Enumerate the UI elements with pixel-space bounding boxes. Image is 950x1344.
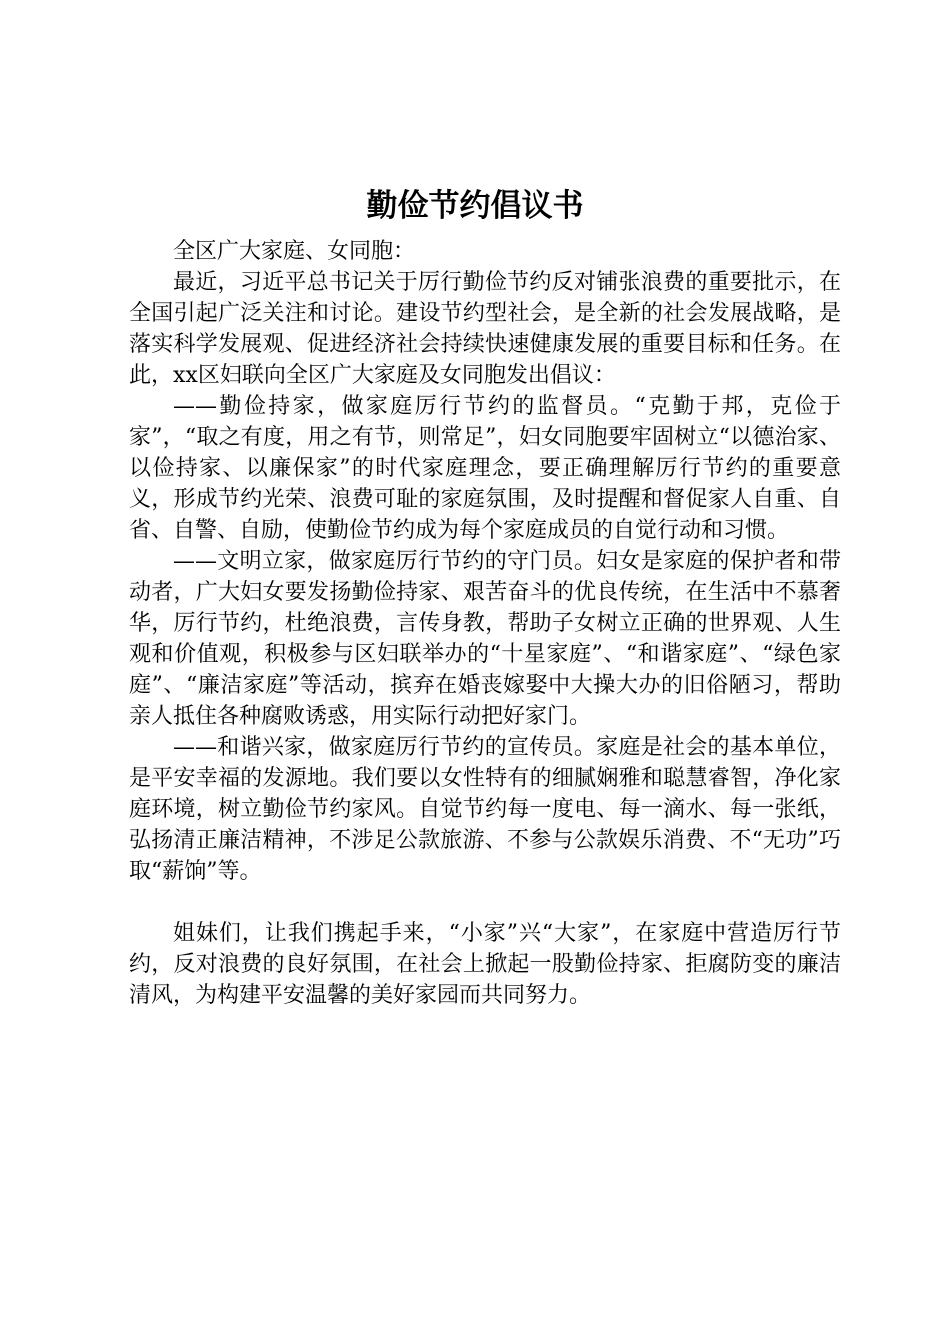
paragraph-civilized-home: ——文明立家，做家庭厉行节约的守门员。妇女是家庭的保护者和带动者，广大妇女要发扬勤俭持家、艰苦奋斗的优良传统，在生活中不慕奢华，厉行节约，杜绝浪费，言传身教，帮助子女树立正确的世界观、人生观和价值观，积极参与区妇联举办的“十星家庭”、“和谐家庭”、“绿色家庭”、“廉洁家庭”等活动，摈弃在婚丧嫁娶中大操大办的旧俗陋习，帮助亲人抵住各种腐败诱惑，用实际行动把好家门。 bbox=[129, 549, 841, 729]
paragraph-intro: 最近，习近平总书记关于厉行勤俭节约反对铺张浪费的重要批示，在全国引起广泛关注和讨论。建设节约型社会，是全新的社会发展战略，是落实科学发展观、促进经济社会持续快速健康发展的重要目标和任务。在此，xx区妇联向全区广大家庭及女同胞发出倡议： bbox=[129, 270, 841, 388]
paragraph-closing: 姐妹们，让我们携起手来，“小家”兴“大家”，在家庭中营造厉行节约，反对浪费的良好氛围，在社会上掀起一股勤俭持家、拒腐防变的廉洁清风，为构建平安温馨的美好家园而共同努力。 bbox=[129, 921, 841, 1008]
document-body bbox=[129, 236, 841, 1011]
paragraph-harmonious-home: ——和谐兴家，做家庭厉行节约的宣传员。家庭是社会的基本单位，是平安幸福的发源地。我们要以女性特有的细腻娴雅和聪慧睿智，净化家庭环境，树立勤俭节约家风。自觉节约每一度电、每一滴水、每一张纸，弘扬清正廉洁精神，不涉足公款旅游、不参与公款娱乐消费、不“无功”巧取“薪饷”等。 bbox=[129, 735, 841, 884]
salutation: 全区广大家庭、女同胞： bbox=[173, 239, 416, 264]
blank-line bbox=[129, 887, 841, 918]
paragraph-thrift-home: ——勤俭持家，做家庭厉行节约的监督员。“克勤于邦，克俭于家”，“取之有度，用之有节，则常足”，妇女同胞要牢固树立“以德治家、以俭持家、以廉保家”的时代家庭理念，要正确理解厉行节约的重要意义，形成节约光荣、浪费可耻的家庭氛围，及时提醒和督促家人自重、自省、自警、自励，使勤俭节约成为每个家庭成员的自觉行动和习惯。 bbox=[129, 394, 841, 543]
document-title: 勤俭节约倡议书 bbox=[366, 188, 584, 224]
